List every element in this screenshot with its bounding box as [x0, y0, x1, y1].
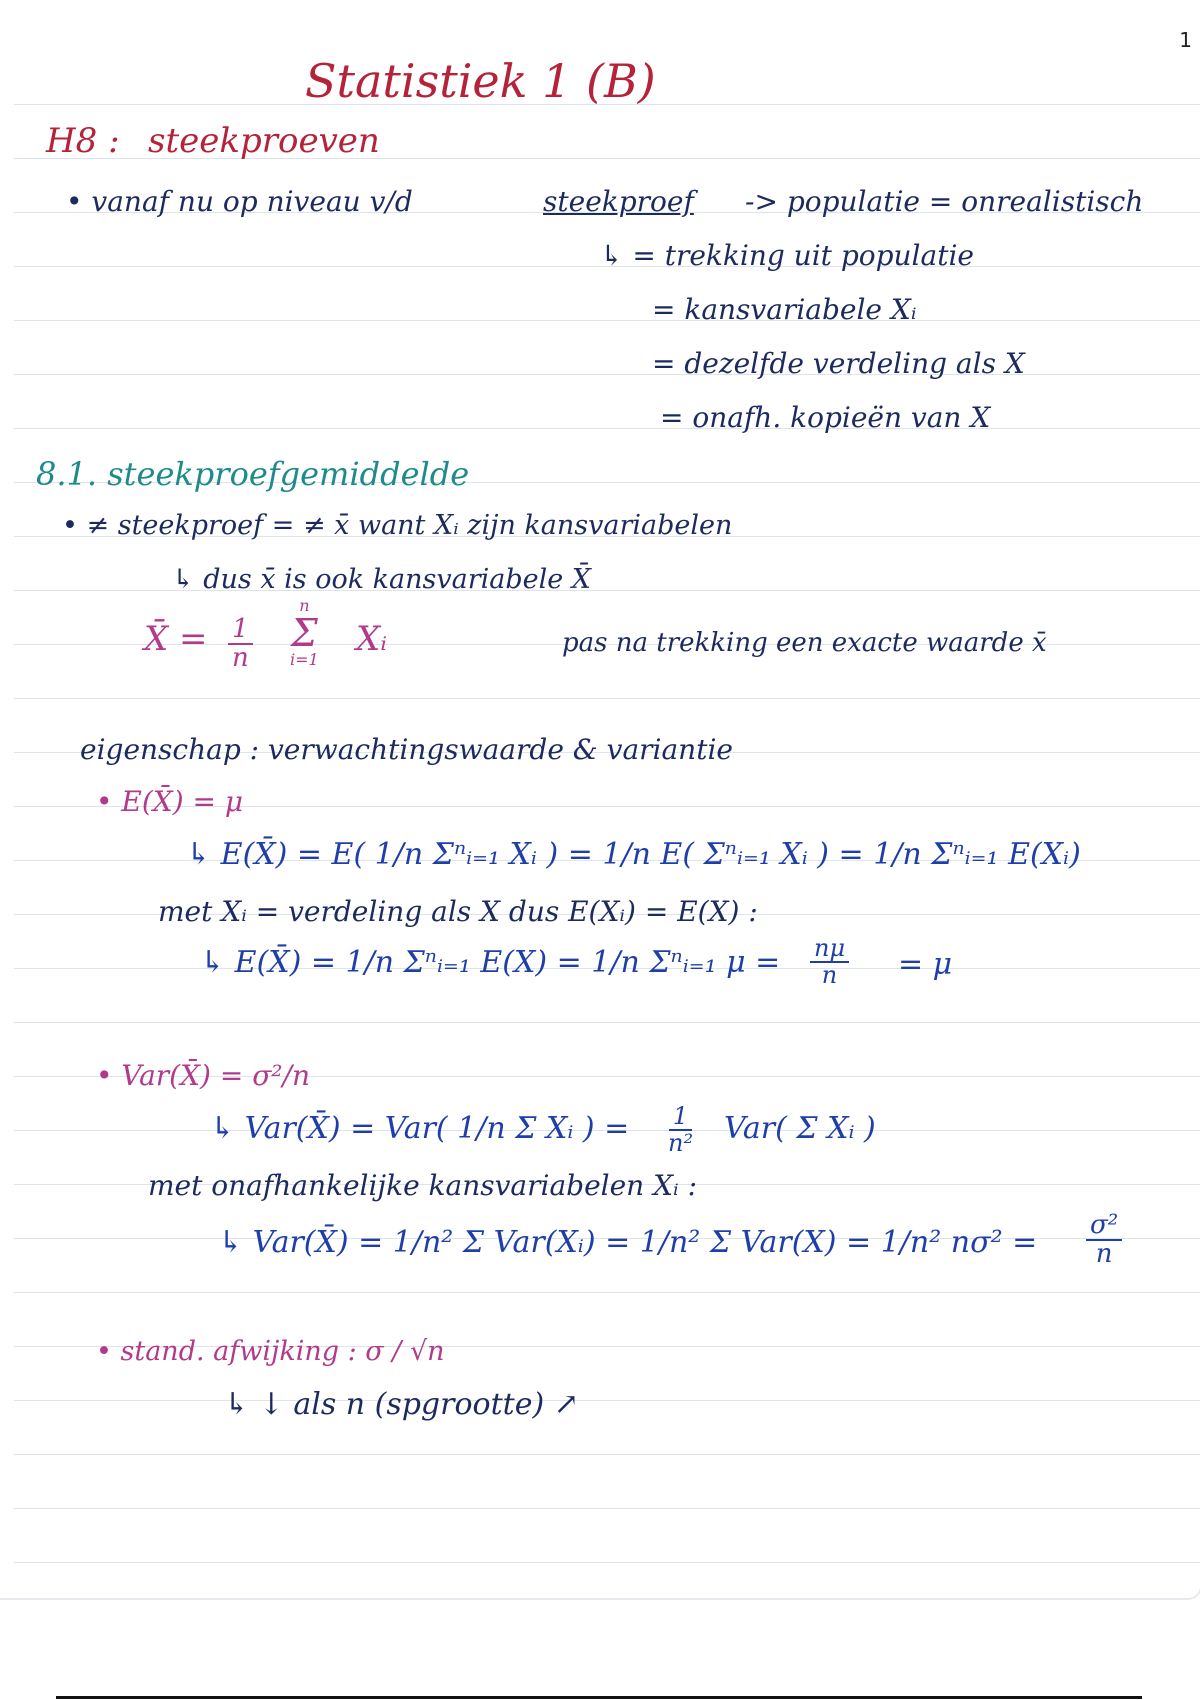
sample-mean-lhs: X̄ =	[144, 619, 208, 659]
intro-line-tail: -> populatie = onrealistisch	[745, 185, 1144, 218]
ruled-line	[14, 320, 1200, 321]
ruled-line	[14, 1022, 1200, 1023]
ruled-line	[14, 1508, 1200, 1509]
variance-note: met onafhankelijke kansvariabelen Xᵢ :	[148, 1169, 698, 1202]
intro-line: • vanaf nu op niveau v/d	[66, 185, 413, 218]
sigma-symbol: Σ	[290, 611, 318, 655]
std-dev-label: • stand. afwijking : σ / √n	[96, 1336, 445, 1367]
variance-label: • Var(X̄) = σ²/n	[96, 1059, 310, 1092]
expectation-note: met Xᵢ = verdeling als X dus E(Xᵢ) = E(X) :	[158, 895, 758, 928]
expectation-result: = μ	[898, 947, 953, 982]
variance-step-2-fraction	[1086, 1212, 1122, 1269]
fraction-denominator: n	[1095, 1239, 1113, 1270]
intro-arrow-line: ↳ = trekking uit populatie	[600, 239, 974, 272]
variance-step-1: ↳ Var(X̄) = Var( 1/n Σ Xᵢ ) =	[210, 1111, 630, 1146]
ruled-line	[14, 1400, 1200, 1401]
ruled-line	[14, 428, 1200, 429]
fraction-numerator: 1	[228, 616, 253, 645]
chapter-title: steekproeven	[148, 121, 380, 161]
page-number: 1	[1179, 28, 1192, 52]
intro-underlined-word: steekproef	[543, 185, 694, 218]
ruled-line	[14, 1562, 1200, 1563]
ruled-line	[14, 1454, 1200, 1455]
variance-step-1-tail: Var( Σ Xᵢ )	[724, 1111, 876, 1146]
properties-heading: eigenschap : verwachtingswaarde & variantie	[80, 733, 733, 766]
ruled-line	[14, 1292, 1200, 1293]
expectation-step-1: ↳ E(X̄) = E( 1/n Σⁿᵢ₌₁ Xᵢ ) = 1/n E( Σⁿᵢ₌₁ Xᵢ ) = 1/n Σⁿᵢ₌₁ E(Xᵢ)	[186, 837, 1081, 872]
summation-sign	[290, 598, 319, 668]
fraction-numerator: 1	[669, 1104, 692, 1131]
bottom-divider	[56, 1696, 1142, 1699]
fraction-denominator: n	[232, 643, 249, 674]
intro-equation-3: = onafh. kopieën van X	[660, 401, 991, 434]
chapter-number: H8 :	[46, 121, 120, 161]
section-heading: 8.1. steekproefgemiddelde	[36, 455, 470, 493]
sigma-lower-limit: i=1	[290, 650, 319, 669]
variance-step-2: ↳ Var(X̄) = 1/n² Σ Var(Xᵢ) = 1/n² Σ Var(X) = 1/n² nσ² =	[218, 1225, 1038, 1260]
ruled-line	[14, 698, 1200, 699]
intro-equation-1: = kansvariabele Xᵢ	[652, 293, 917, 326]
expectation-step-2: ↳ E(X̄) = 1/n Σⁿᵢ₌₁ E(X) = 1/n Σⁿᵢ₌₁ μ =	[200, 945, 781, 980]
std-dev-step-1: ↳ ↓ als n (spgrootte) ↗	[224, 1387, 579, 1422]
fraction-numerator: nμ	[810, 936, 849, 963]
section-line-1: • ≠ steekproef = ≠ x̄ want Xᵢ zijn kansvariabelen	[62, 510, 733, 541]
expectation-step-2-fraction	[810, 936, 849, 988]
variance-step-1-fraction	[664, 1104, 697, 1156]
sample-mean-fraction	[228, 616, 253, 673]
fraction-numerator: σ²	[1086, 1212, 1122, 1241]
page-title: Statistiek 1 (B)	[305, 54, 656, 108]
sample-mean-rhs: Xᵢ	[356, 619, 388, 659]
fraction-denominator: n	[821, 961, 838, 990]
intro-equation-2: = dezelfde verdeling als X	[652, 347, 1025, 380]
expectation-label: • E(X̄) = μ	[96, 785, 244, 818]
section-line-2: ↳ dus x̄ is ook kansvariabele X̄	[172, 564, 592, 595]
fraction-denominator: n²	[668, 1129, 694, 1158]
sigma-upper-limit: n	[299, 596, 310, 615]
sample-mean-note: pas na trekking een exacte waarde x̄	[562, 628, 1047, 658]
